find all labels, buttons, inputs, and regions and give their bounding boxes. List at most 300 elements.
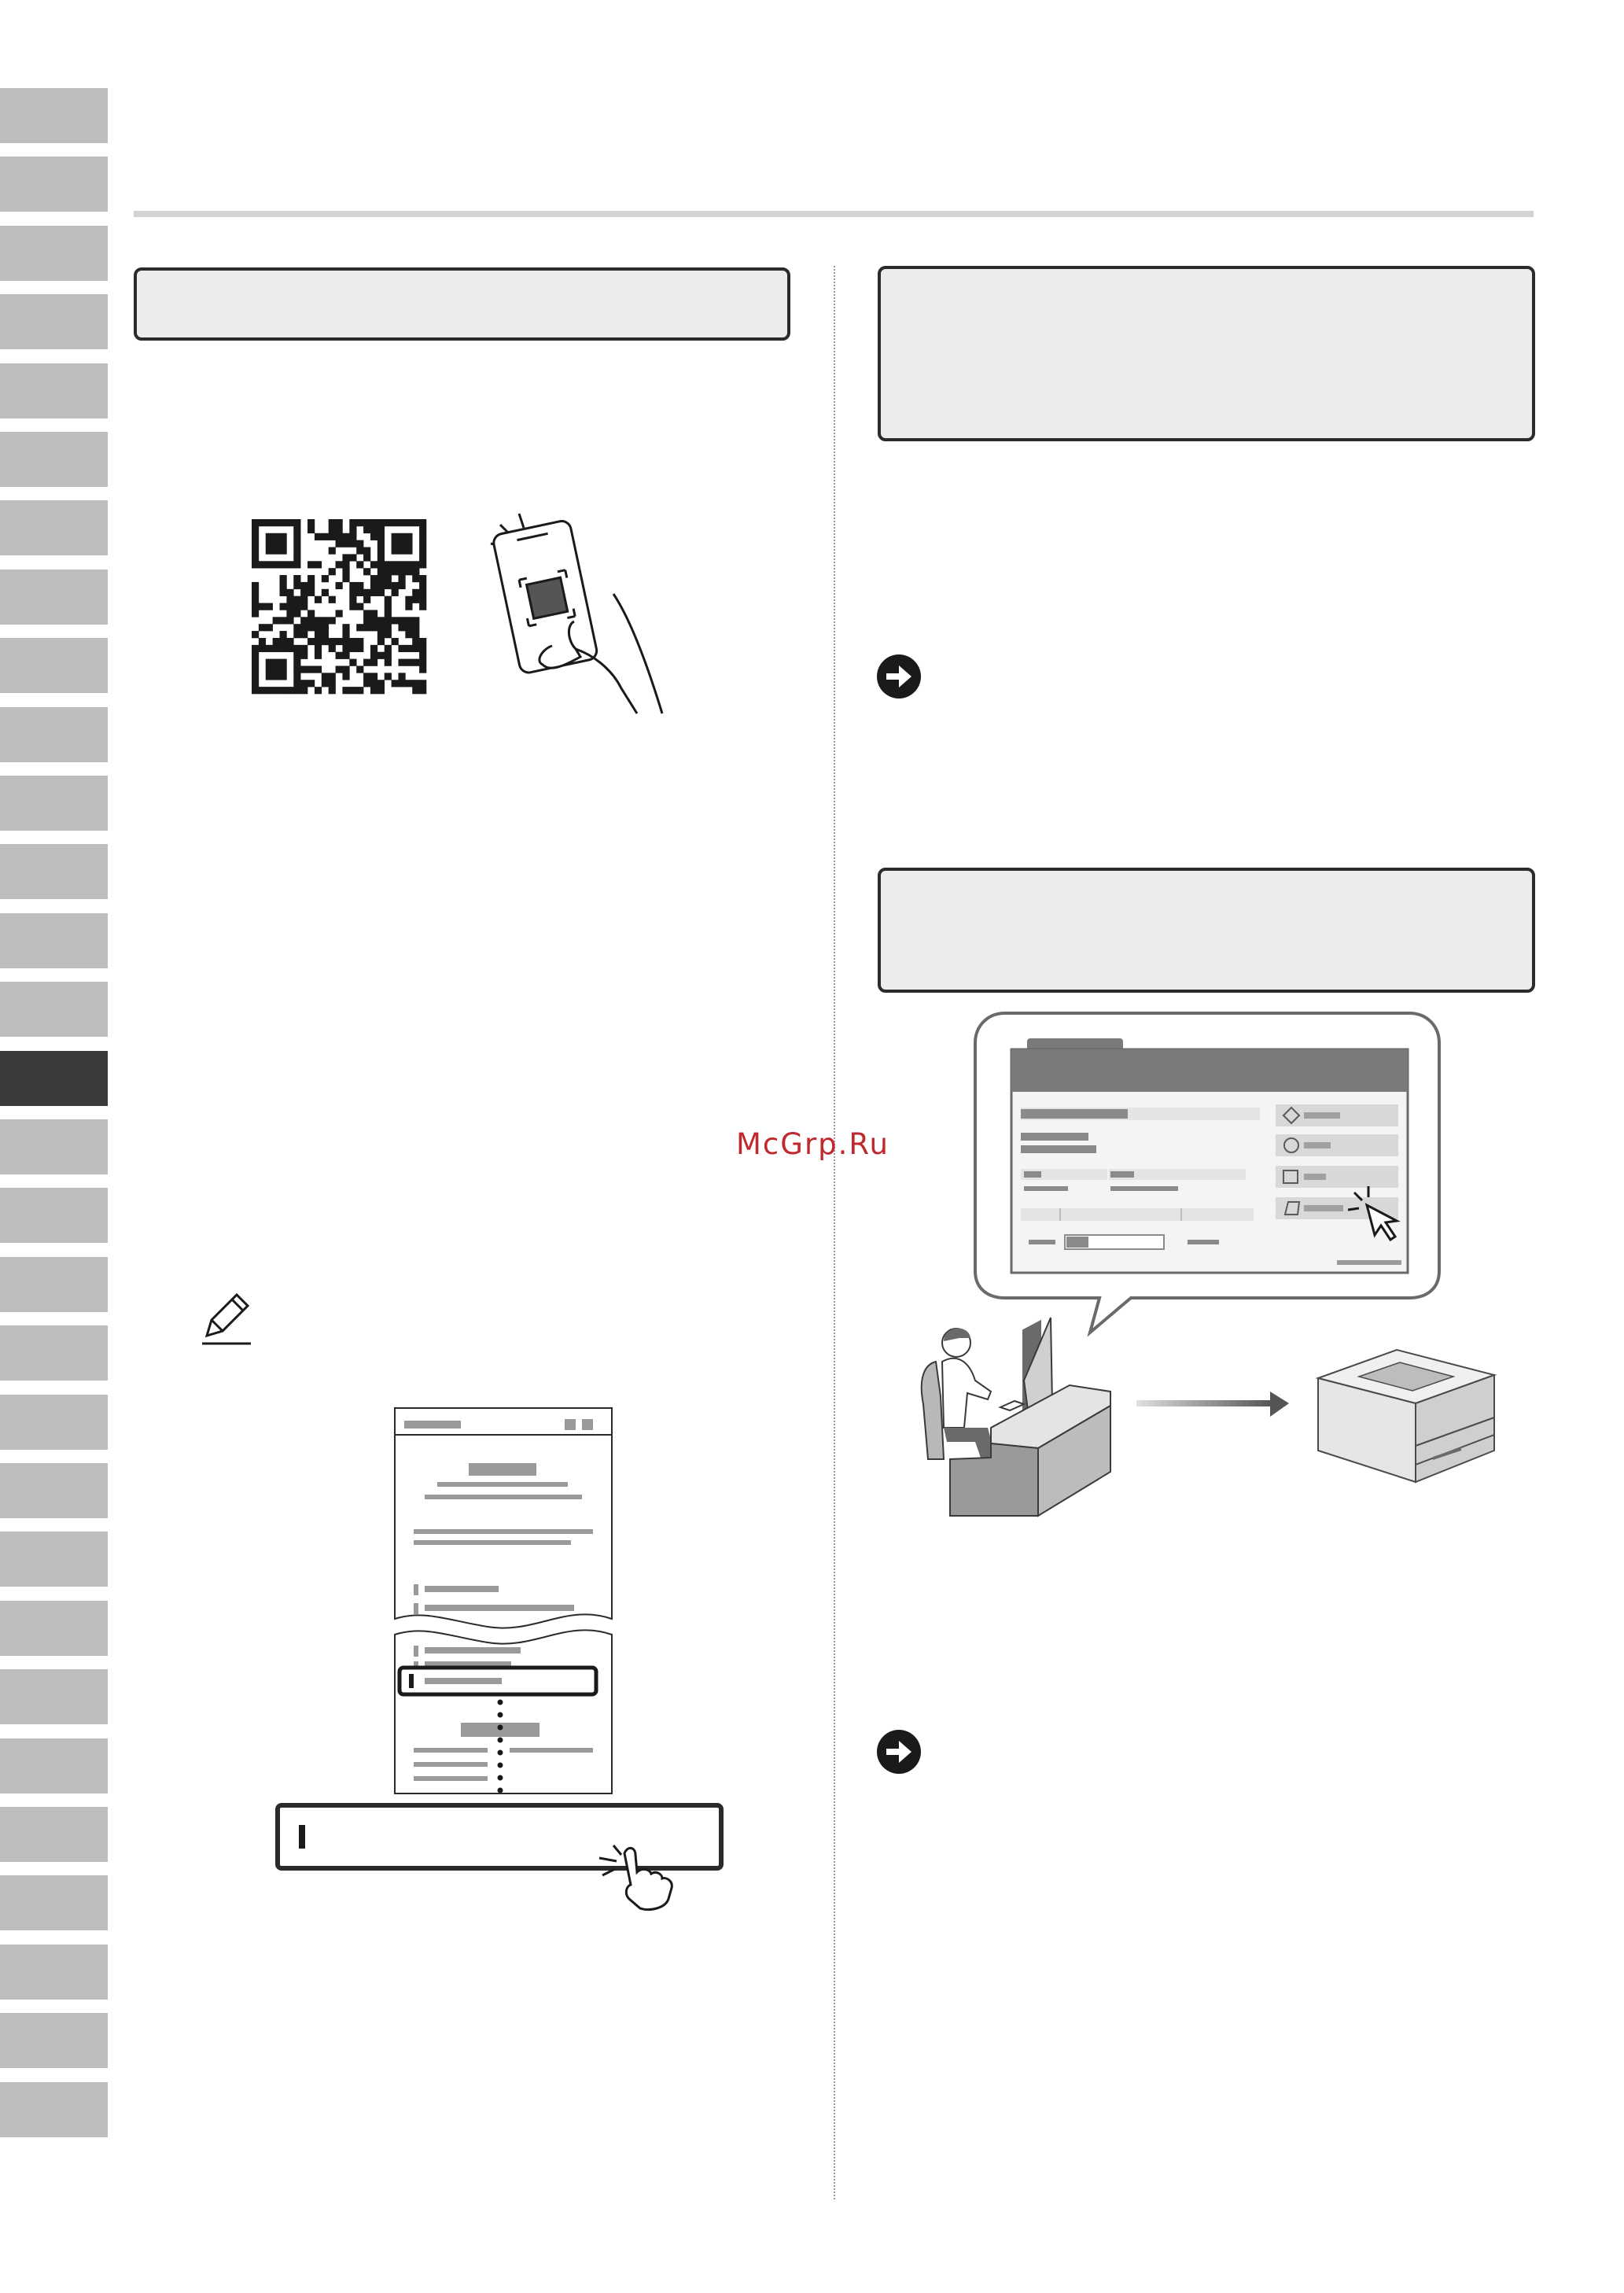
language-tab-29[interactable] <box>0 2013 108 2068</box>
qr-module <box>356 540 363 547</box>
language-tab-17[interactable] <box>0 1188 108 1243</box>
qr-module <box>412 631 419 638</box>
qr-module <box>336 582 343 589</box>
qr-module <box>356 624 363 631</box>
language-tab-27[interactable] <box>0 1875 108 1930</box>
qr-module <box>266 659 273 666</box>
qr-module <box>356 665 363 673</box>
qr-module <box>280 582 287 589</box>
language-tab-25[interactable] <box>0 1738 108 1793</box>
language-tab-7[interactable] <box>0 500 108 555</box>
qr-module <box>329 568 336 575</box>
qr-module <box>398 540 405 547</box>
qr-module <box>329 687 336 694</box>
qr-module <box>280 645 287 652</box>
qr-module <box>342 673 349 680</box>
qr-module <box>363 568 370 575</box>
qr-module <box>252 673 259 680</box>
language-tab-14[interactable] <box>0 982 108 1037</box>
qr-module <box>300 624 307 631</box>
qr-module <box>363 519 370 526</box>
qr-module <box>286 638 293 645</box>
qr-module <box>280 575 287 582</box>
qr-module <box>385 582 392 589</box>
qr-module <box>293 526 300 533</box>
language-tab-30[interactable] <box>0 2082 108 2137</box>
qr-module <box>342 687 349 694</box>
qr-module <box>377 687 385 694</box>
qr-module <box>356 687 363 694</box>
qr-module <box>349 533 356 540</box>
language-tab-26[interactable] <box>0 1807 108 1862</box>
qr-module <box>392 519 399 526</box>
qr-module <box>315 596 322 603</box>
qr-module <box>370 526 377 533</box>
qr-module <box>293 624 300 631</box>
qr-module <box>273 519 280 526</box>
qr-module <box>266 687 273 694</box>
language-tab-8[interactable] <box>0 570 108 625</box>
right-heading-box-1 <box>878 266 1535 441</box>
qr-module <box>412 596 419 603</box>
qr-module <box>363 554 370 561</box>
qr-module <box>412 568 419 575</box>
qr-module <box>370 687 377 694</box>
language-tab-28[interactable] <box>0 1945 108 2000</box>
qr-module <box>293 540 300 547</box>
qr-module <box>273 547 280 555</box>
qr-module <box>322 617 329 624</box>
qr-module <box>342 554 349 561</box>
qr-module <box>315 617 322 624</box>
language-tab-13[interactable] <box>0 913 108 968</box>
qr-module <box>315 645 322 652</box>
qr-module <box>300 582 307 589</box>
qr-module <box>336 561 343 568</box>
qr-module <box>377 652 385 659</box>
qr-module <box>398 519 405 526</box>
qr-module <box>280 561 287 568</box>
qr-module <box>322 673 329 680</box>
qr-module <box>405 561 412 568</box>
qr-module <box>398 617 405 624</box>
qr-module <box>342 533 349 540</box>
qr-module <box>252 561 259 568</box>
qr-module <box>307 582 315 589</box>
qr-module <box>252 547 259 555</box>
qr-module <box>300 617 307 624</box>
qr-module <box>266 540 273 547</box>
language-tab-6[interactable] <box>0 432 108 487</box>
qr-module <box>266 673 273 680</box>
qr-module <box>419 582 426 589</box>
qr-module <box>412 680 419 687</box>
qr-module <box>322 589 329 596</box>
qr-module <box>370 673 377 680</box>
qr-module <box>419 533 426 540</box>
qr-module <box>412 638 419 645</box>
qr-module <box>259 638 266 645</box>
qr-module <box>405 540 412 547</box>
qr-module <box>363 596 370 603</box>
qr-module <box>342 575 349 582</box>
qr-module <box>286 519 293 526</box>
qr-module <box>300 687 307 694</box>
qr-module <box>342 645 349 652</box>
qr-module <box>293 596 300 603</box>
watermark-text: McGrp.Ru <box>736 1127 889 1161</box>
qr-module <box>266 533 273 540</box>
qr-module <box>377 638 385 645</box>
qr-module <box>377 617 385 624</box>
qr-module <box>286 596 293 603</box>
printer-icon <box>1315 1347 1497 1485</box>
qr-module <box>377 624 385 631</box>
qr-module <box>356 589 363 596</box>
qr-module <box>405 547 412 555</box>
qr-module <box>252 526 259 533</box>
qr-module <box>259 561 266 568</box>
qr-module <box>342 561 349 568</box>
qr-module <box>398 575 405 582</box>
qr-module <box>405 624 412 631</box>
note-pencil-icon <box>201 1290 252 1345</box>
qr-module <box>266 624 273 631</box>
qr-module <box>363 617 370 624</box>
qr-module <box>329 533 336 540</box>
qr-module <box>342 652 349 659</box>
qr-module <box>419 589 426 596</box>
qr-module <box>419 645 426 652</box>
qr-module <box>419 665 426 673</box>
qr-module <box>273 617 280 624</box>
qr-module <box>315 665 322 673</box>
qr-module <box>419 603 426 610</box>
language-tab-24[interactable] <box>0 1669 108 1724</box>
language-tab-16[interactable] <box>0 1119 108 1174</box>
qr-module <box>273 659 280 666</box>
qr-module <box>342 665 349 673</box>
qr-module <box>252 610 259 617</box>
qr-module <box>392 533 399 540</box>
qr-module <box>293 519 300 526</box>
qr-module <box>280 673 287 680</box>
qr-module <box>419 540 426 547</box>
qr-module <box>293 554 300 561</box>
qr-module <box>329 526 336 533</box>
qr-module <box>280 631 287 638</box>
qr-module <box>342 638 349 645</box>
language-tab-10[interactable] <box>0 707 108 762</box>
qr-module <box>405 596 412 603</box>
qr-module <box>273 533 280 540</box>
qr-module <box>412 624 419 631</box>
qr-module <box>377 680 385 687</box>
qr-module <box>419 554 426 561</box>
qr-module <box>349 659 356 666</box>
remote-ui-screen-icon <box>974 1012 1441 1334</box>
language-tab-18[interactable] <box>0 1257 108 1312</box>
qr-module <box>385 631 392 638</box>
qr-module <box>315 687 322 694</box>
qr-module <box>307 561 315 568</box>
arrow-right-circle-icon <box>875 653 922 700</box>
qr-module <box>363 526 370 533</box>
language-tab-22[interactable] <box>0 1532 108 1587</box>
qr-module <box>363 547 370 555</box>
qr-module <box>273 540 280 547</box>
qr-module <box>280 659 287 666</box>
qr-module <box>377 589 385 596</box>
qr-module <box>300 589 307 596</box>
qr-module <box>307 526 315 533</box>
qr-module <box>336 540 343 547</box>
qr-module <box>259 603 266 610</box>
qr-module <box>293 659 300 666</box>
qr-module <box>405 519 412 526</box>
language-tab-3[interactable] <box>0 226 108 281</box>
qr-module <box>315 624 322 631</box>
qr-module <box>293 547 300 555</box>
qr-module <box>329 547 336 555</box>
qr-module <box>280 589 287 596</box>
qr-module <box>419 526 426 533</box>
qr-module <box>385 561 392 568</box>
language-tab-19[interactable] <box>0 1325 108 1381</box>
qr-module <box>252 680 259 687</box>
qr-module <box>385 673 392 680</box>
qr-module <box>273 561 280 568</box>
pc-user-icon <box>912 1310 1117 1524</box>
qr-module <box>405 680 412 687</box>
qr-module <box>385 652 392 659</box>
qr-module <box>307 610 315 617</box>
qr-module <box>419 659 426 666</box>
qr-module <box>266 645 273 652</box>
qr-module <box>273 673 280 680</box>
qr-module <box>307 624 315 631</box>
qr-module <box>315 652 322 659</box>
language-tab-15[interactable] <box>0 1051 108 1106</box>
qr-module <box>307 519 315 526</box>
qr-module <box>412 575 419 582</box>
qr-module <box>392 617 399 624</box>
qr-module <box>293 561 300 568</box>
qr-module <box>322 533 329 540</box>
qr-module <box>286 589 293 596</box>
qr-module <box>286 645 293 652</box>
send-arrow-icon <box>1136 1388 1290 1420</box>
qr-module <box>398 582 405 589</box>
qr-module <box>385 610 392 617</box>
qr-module <box>300 645 307 652</box>
qr-module <box>349 603 356 610</box>
left-heading-box <box>134 267 790 341</box>
language-tab-2[interactable] <box>0 157 108 212</box>
qr-module <box>405 603 412 610</box>
language-tab-5[interactable] <box>0 363 108 418</box>
qr-module <box>293 631 300 638</box>
qr-module <box>392 680 399 687</box>
language-tab-20[interactable] <box>0 1395 108 1450</box>
qr-module <box>392 638 399 645</box>
qr-module <box>412 561 419 568</box>
qr-module <box>385 603 392 610</box>
qr-module <box>300 665 307 673</box>
qr-module <box>349 582 356 589</box>
arrow-right-circle-icon-2 <box>875 1728 922 1775</box>
qr-module <box>266 547 273 555</box>
header-rule <box>134 211 1534 217</box>
qr-module <box>398 673 405 680</box>
qr-module <box>280 638 287 645</box>
qr-module <box>273 687 280 694</box>
qr-module <box>385 568 392 575</box>
qr-module <box>392 547 399 555</box>
qr-module <box>280 617 287 624</box>
qr-module <box>405 617 412 624</box>
qr-module <box>273 645 280 652</box>
qr-module <box>280 665 287 673</box>
qr-module <box>370 659 377 666</box>
qr-module <box>377 568 385 575</box>
qr-module <box>392 589 399 596</box>
qr-module <box>370 610 377 617</box>
tap-hand-icon <box>587 1841 681 1911</box>
qr-module <box>370 680 377 687</box>
language-tab-12[interactable] <box>0 844 108 899</box>
qr-module <box>252 540 259 547</box>
qr-module <box>280 533 287 540</box>
qr-module <box>419 519 426 526</box>
qr-module <box>412 617 419 624</box>
qr-module <box>392 561 399 568</box>
qr-module <box>273 665 280 673</box>
qr-module <box>266 603 273 610</box>
language-tab-21[interactable] <box>0 1463 108 1518</box>
qr-module <box>377 526 385 533</box>
qr-module <box>349 638 356 645</box>
qr-module <box>259 624 266 631</box>
qr-module <box>252 659 259 666</box>
qr-module <box>377 561 385 568</box>
qr-module <box>349 687 356 694</box>
qr-module <box>419 680 426 687</box>
qr-module <box>385 596 392 603</box>
column-divider <box>834 266 835 2199</box>
qr-module <box>252 519 259 526</box>
qr-module <box>336 519 343 526</box>
language-tab-9[interactable] <box>0 638 108 693</box>
language-tab-23[interactable] <box>0 1601 108 1656</box>
qr-module <box>293 673 300 680</box>
qr-module <box>336 652 343 659</box>
qr-module <box>392 568 399 575</box>
language-tab-11[interactable] <box>0 776 108 831</box>
qr-module <box>377 533 385 540</box>
qr-module <box>307 680 315 687</box>
text-cursor <box>299 1825 305 1849</box>
qr-module <box>398 624 405 631</box>
qr-module <box>336 533 343 540</box>
qr-module <box>349 596 356 603</box>
qr-module <box>405 659 412 666</box>
qr-module <box>293 603 300 610</box>
qr-module <box>370 519 377 526</box>
qr-module <box>412 519 419 526</box>
qr-module <box>377 547 385 555</box>
qr-module <box>356 603 363 610</box>
qr-module <box>307 638 315 645</box>
qr-module <box>307 575 315 582</box>
qr-module <box>405 568 412 575</box>
qr-module <box>252 687 259 694</box>
qr-module <box>349 589 356 596</box>
qr-module <box>356 519 363 526</box>
qr-module <box>377 554 385 561</box>
qr-module <box>315 561 322 568</box>
qr-module <box>412 589 419 596</box>
qr-module <box>385 624 392 631</box>
qr-module <box>377 519 385 526</box>
qr-module <box>363 589 370 596</box>
qr-module <box>385 659 392 666</box>
language-tab-1[interactable] <box>0 88 108 143</box>
qr-module <box>370 645 377 652</box>
qr-module <box>398 533 405 540</box>
qr-module <box>342 624 349 631</box>
qr-module <box>300 680 307 687</box>
qr-module <box>252 645 259 652</box>
qr-module <box>293 610 300 617</box>
qr-module <box>259 645 266 652</box>
qr-module <box>412 659 419 666</box>
qr-module <box>405 645 412 652</box>
qr-module <box>293 687 300 694</box>
qr-module <box>363 624 370 631</box>
qr-module <box>252 596 259 603</box>
qr-module <box>280 603 287 610</box>
qr-module <box>307 617 315 624</box>
qr-module <box>412 645 419 652</box>
qr-module <box>363 610 370 617</box>
qr-module <box>322 638 329 645</box>
qr-module <box>300 631 307 638</box>
qr-module <box>286 561 293 568</box>
qr-module <box>280 547 287 555</box>
qr-module <box>280 540 287 547</box>
qr-module <box>252 589 259 596</box>
language-tab-4[interactable] <box>0 294 108 349</box>
phone-scan-icon <box>480 507 676 720</box>
qr-module <box>419 547 426 555</box>
qr-module <box>377 540 385 547</box>
qr-module <box>259 687 266 694</box>
qr-module <box>293 652 300 659</box>
qr-module <box>356 547 363 555</box>
qr-module <box>349 645 356 652</box>
qr-module <box>356 582 363 589</box>
qr-module <box>293 665 300 673</box>
qr-module <box>286 687 293 694</box>
qr-module <box>385 617 392 624</box>
qr-module <box>300 603 307 610</box>
qr-module <box>252 631 259 638</box>
qr-module <box>286 603 293 610</box>
qr-module <box>329 519 336 526</box>
qr-module <box>398 561 405 568</box>
qr-module <box>370 617 377 624</box>
